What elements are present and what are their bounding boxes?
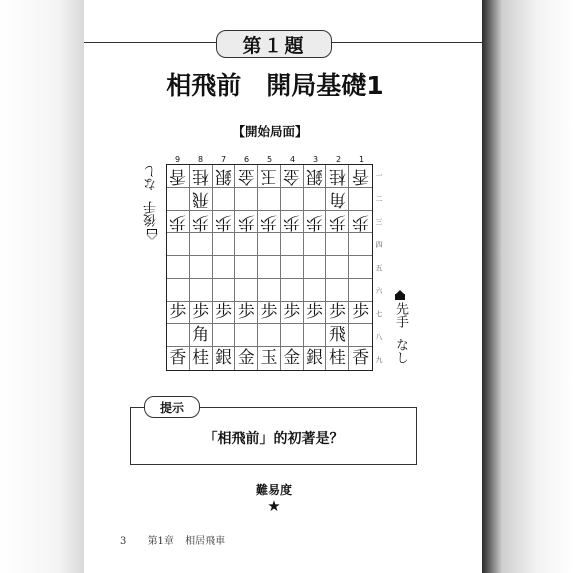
board-square: [349, 256, 372, 279]
rank-label: 二: [375, 194, 383, 203]
board-square: [304, 188, 327, 211]
board-square: [258, 233, 281, 256]
gote-piece: 金: [283, 166, 301, 187]
board-square: [213, 188, 236, 211]
file-label: 3: [312, 155, 319, 164]
file-label: 4: [289, 155, 296, 164]
sente-hand-pieces-text: なし: [393, 338, 408, 364]
gote-piece: 飛: [192, 189, 210, 210]
board-square: [190, 165, 213, 188]
board-square: [304, 256, 327, 279]
gote-piece: 香: [352, 166, 370, 187]
gote-piece: 歩: [352, 211, 370, 232]
board-square: [213, 347, 236, 370]
board-square: [213, 256, 236, 279]
sente-piece-icon-base: [395, 294, 405, 300]
file-label: 9: [174, 155, 181, 164]
problem-title: 相飛前 開局基礎1: [166, 71, 384, 100]
rank-label: 五: [375, 263, 383, 272]
board-square: [349, 279, 372, 302]
sente-piece: 金: [237, 348, 255, 369]
rank-label: 四: [375, 240, 383, 249]
sente-piece: 桂: [328, 348, 346, 369]
gote-piece: 歩: [328, 211, 346, 232]
sente-piece: 銀: [306, 348, 324, 369]
gote-piece: 歩: [260, 211, 278, 232]
rank-label: 六: [375, 286, 383, 295]
board-square: [213, 211, 236, 234]
board-square: [167, 324, 190, 347]
sente-piece: 歩: [283, 302, 301, 323]
board-square: [167, 302, 190, 325]
rank-label: 九: [375, 355, 383, 364]
problem-number-badge: 第１題: [216, 30, 332, 58]
difficulty-label: 難易度: [255, 483, 292, 497]
board-square: [349, 324, 372, 347]
shogi-board: [166, 164, 373, 371]
board-square: [167, 279, 190, 302]
board-square: [349, 188, 372, 211]
gote-label-text: 後手: [144, 201, 159, 227]
board-square: [281, 233, 304, 256]
file-label: 5: [266, 155, 273, 164]
sente-piece: 歩: [306, 302, 324, 323]
gote-piece: 歩: [169, 211, 187, 232]
sente-piece: 歩: [237, 302, 255, 323]
board-square: [167, 211, 190, 234]
board-square: [304, 233, 327, 256]
gote-piece: 銀: [306, 166, 324, 187]
board-square: [281, 165, 304, 188]
board-square: [167, 233, 190, 256]
sente-piece: 飛: [328, 324, 346, 345]
board-square: [326, 256, 349, 279]
board-square: [190, 211, 213, 234]
sente-piece: 銀: [214, 348, 232, 369]
chapter-label: 第1章: [147, 536, 174, 547]
board-square: [304, 211, 327, 234]
board-square: [281, 256, 304, 279]
gote-piece: 歩: [283, 211, 301, 232]
board-square: [349, 165, 372, 188]
gote-piece: 桂: [328, 166, 346, 187]
board-square: [235, 211, 258, 234]
rank-label: 三: [375, 217, 383, 226]
board-square: [304, 347, 327, 370]
board-square: [213, 233, 236, 256]
sente-piece: 歩: [192, 302, 210, 323]
board-square: [281, 279, 304, 302]
board-square: [349, 302, 372, 325]
gote-hand: [144, 165, 160, 239]
board-square: [281, 188, 304, 211]
board-square: [326, 324, 349, 347]
gote-piece-icon: [147, 234, 157, 239]
board-square: [281, 324, 304, 347]
sente-piece: 金: [283, 348, 301, 369]
section-label: 相居飛車: [185, 536, 226, 547]
board-square: [190, 324, 213, 347]
board-square: [258, 256, 281, 279]
board-square: [326, 211, 349, 234]
difficulty-stars: ★: [267, 497, 281, 515]
hint-text: 「相飛前」的初著是？: [203, 431, 344, 447]
board-square: [190, 302, 213, 325]
gote-piece: 歩: [306, 211, 324, 232]
sente-label-text: 先手: [393, 302, 408, 328]
sente-piece: 歩: [328, 302, 346, 323]
board-square: [281, 302, 304, 325]
sente-piece: 歩: [352, 302, 370, 323]
board-square: [235, 302, 258, 325]
board-square: [304, 279, 327, 302]
gote-piece: 歩: [192, 211, 210, 232]
file-label: 6: [243, 155, 250, 164]
board-square: [213, 165, 236, 188]
board-square: [349, 211, 372, 234]
page-left-margin: [0, 0, 84, 573]
sente-piece: 歩: [260, 302, 278, 323]
position-caption: 【開始局面】: [232, 124, 308, 139]
board-square: [326, 165, 349, 188]
gote-piece: 角: [328, 189, 346, 210]
board-square: [235, 188, 258, 211]
board-square: [213, 302, 236, 325]
board-square: [235, 256, 258, 279]
rank-label: 八: [375, 332, 383, 341]
board-square: [258, 211, 281, 234]
board-square: [190, 347, 213, 370]
page-number: 3: [120, 536, 127, 547]
sente-hand: [392, 290, 408, 364]
board-square: [235, 324, 258, 347]
board-square: [190, 256, 213, 279]
board-square: [349, 233, 372, 256]
board-square: [235, 165, 258, 188]
board-square: [326, 279, 349, 302]
board-square: [304, 302, 327, 325]
hint-label: 提示: [144, 396, 200, 418]
board-square: [235, 279, 258, 302]
board-square: [304, 165, 327, 188]
file-label: 8: [197, 155, 204, 164]
board-square: [349, 347, 372, 370]
board-square: [167, 165, 190, 188]
board-square: [281, 347, 304, 370]
gote-piece: 歩: [214, 211, 232, 232]
gote-piece: 桂: [192, 166, 210, 187]
board-square: [167, 347, 190, 370]
sente-piece: 玉: [260, 348, 278, 369]
board-rank-labels: [374, 164, 384, 371]
board-square: [190, 188, 213, 211]
sente-piece: 桂: [192, 348, 210, 369]
file-label: 1: [358, 155, 365, 164]
board-square: [258, 324, 281, 347]
gote-piece: 香: [169, 166, 187, 187]
gote-hand-pieces: [145, 165, 159, 191]
board-square: [258, 347, 281, 370]
file-label: 2: [335, 155, 342, 164]
rank-label: 七: [375, 309, 383, 318]
board-square: [326, 302, 349, 325]
file-label: 7: [220, 155, 227, 164]
gote-piece: 金: [237, 166, 255, 187]
rank-label: 一: [375, 171, 383, 180]
board-square: [167, 188, 190, 211]
page-right-shadow: [482, 0, 573, 573]
board-square: [281, 211, 304, 234]
board-square: [304, 324, 327, 347]
board-square: [258, 302, 281, 325]
board-square: [213, 324, 236, 347]
board-square: [167, 256, 190, 279]
board-square: [258, 188, 281, 211]
sente-piece: 角: [192, 324, 210, 345]
board-square: [235, 347, 258, 370]
sente-piece: 香: [169, 348, 187, 369]
page-footer: [120, 532, 225, 547]
sente-piece: 香: [352, 348, 370, 369]
board-square: [190, 279, 213, 302]
board-square: [213, 279, 236, 302]
sente-hand-pieces: [393, 338, 407, 364]
board-square: [258, 279, 281, 302]
board-square: [326, 347, 349, 370]
gote-hand-pieces-text: なし: [144, 165, 159, 191]
gote-label: [145, 201, 159, 227]
board-square: [190, 233, 213, 256]
gote-piece: 歩: [237, 211, 255, 232]
board-square: [235, 233, 258, 256]
sente-piece: 歩: [214, 302, 232, 323]
sente-piece: 歩: [169, 302, 187, 323]
board-square: [258, 165, 281, 188]
board-square: [326, 233, 349, 256]
sente-label: [393, 302, 407, 328]
gote-piece: 玉: [260, 166, 278, 187]
board-square: [326, 188, 349, 211]
gote-piece: 銀: [214, 166, 232, 187]
